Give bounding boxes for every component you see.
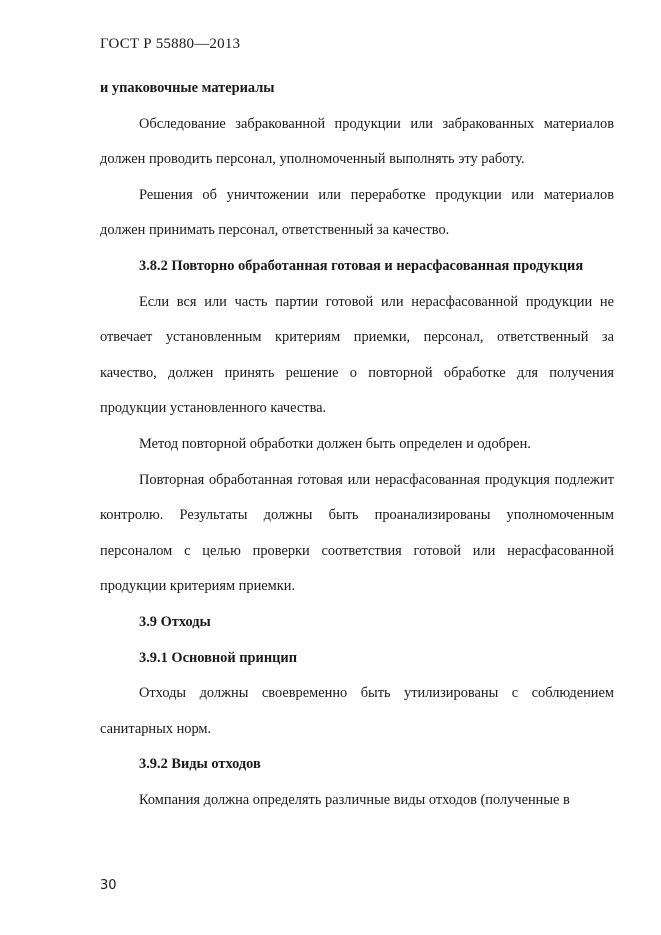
paragraph: Решения об уничтожении или переработке продукции или материалов должен принимать персонал, ответственный за качество. — [100, 186, 614, 239]
paragraph: Метод повторной обработки должен быть определен и одобрен. — [139, 435, 531, 452]
section-heading-3-9-2: 3.9.2 Виды отходов — [139, 756, 261, 773]
paragraph: Отходы должны своевременно быть утилизированы с соблюдением санитарных норм. — [100, 685, 614, 737]
section-heading-3-8-2: 3.8.2 Повторно обработанная готовая и нерасфасованная продукция — [139, 257, 584, 274]
section-heading-3-9-1: 3.9.1 Основной принцип — [139, 649, 297, 666]
section-heading-3-9: 3.9 Отходы — [139, 613, 211, 630]
paragraph: Обследование забракованной продукции или забракованных материалов должен проводить персонал, уполномоченный выполнять эту работу. — [100, 115, 614, 168]
document-header: ГОСТ Р 55880—2013 — [100, 36, 241, 52]
page-number: 30 — [100, 878, 117, 893]
paragraph: Повторная обработанная готовая или нерасфасованная продукция подлежит контролю. Результаты должны быть проанализированы уполномоченным персоналом с целью проверки соответствия готовой или нерасфасованной продукции критериям приемки. — [100, 471, 614, 595]
paragraph: Компания должна определять различные виды отходов (полученные в — [139, 791, 570, 808]
paragraph-continuation-heading: и упаковочные материалы — [100, 80, 275, 96]
document-body — [100, 71, 614, 818]
paragraph: Если вся или часть партии готовой или нерасфасованной продукции не отвечает установленным критериям приемки, персонал, ответственный за качество, должен принять решение о повторной обработке для получения продукции установленного качества. — [100, 293, 614, 417]
